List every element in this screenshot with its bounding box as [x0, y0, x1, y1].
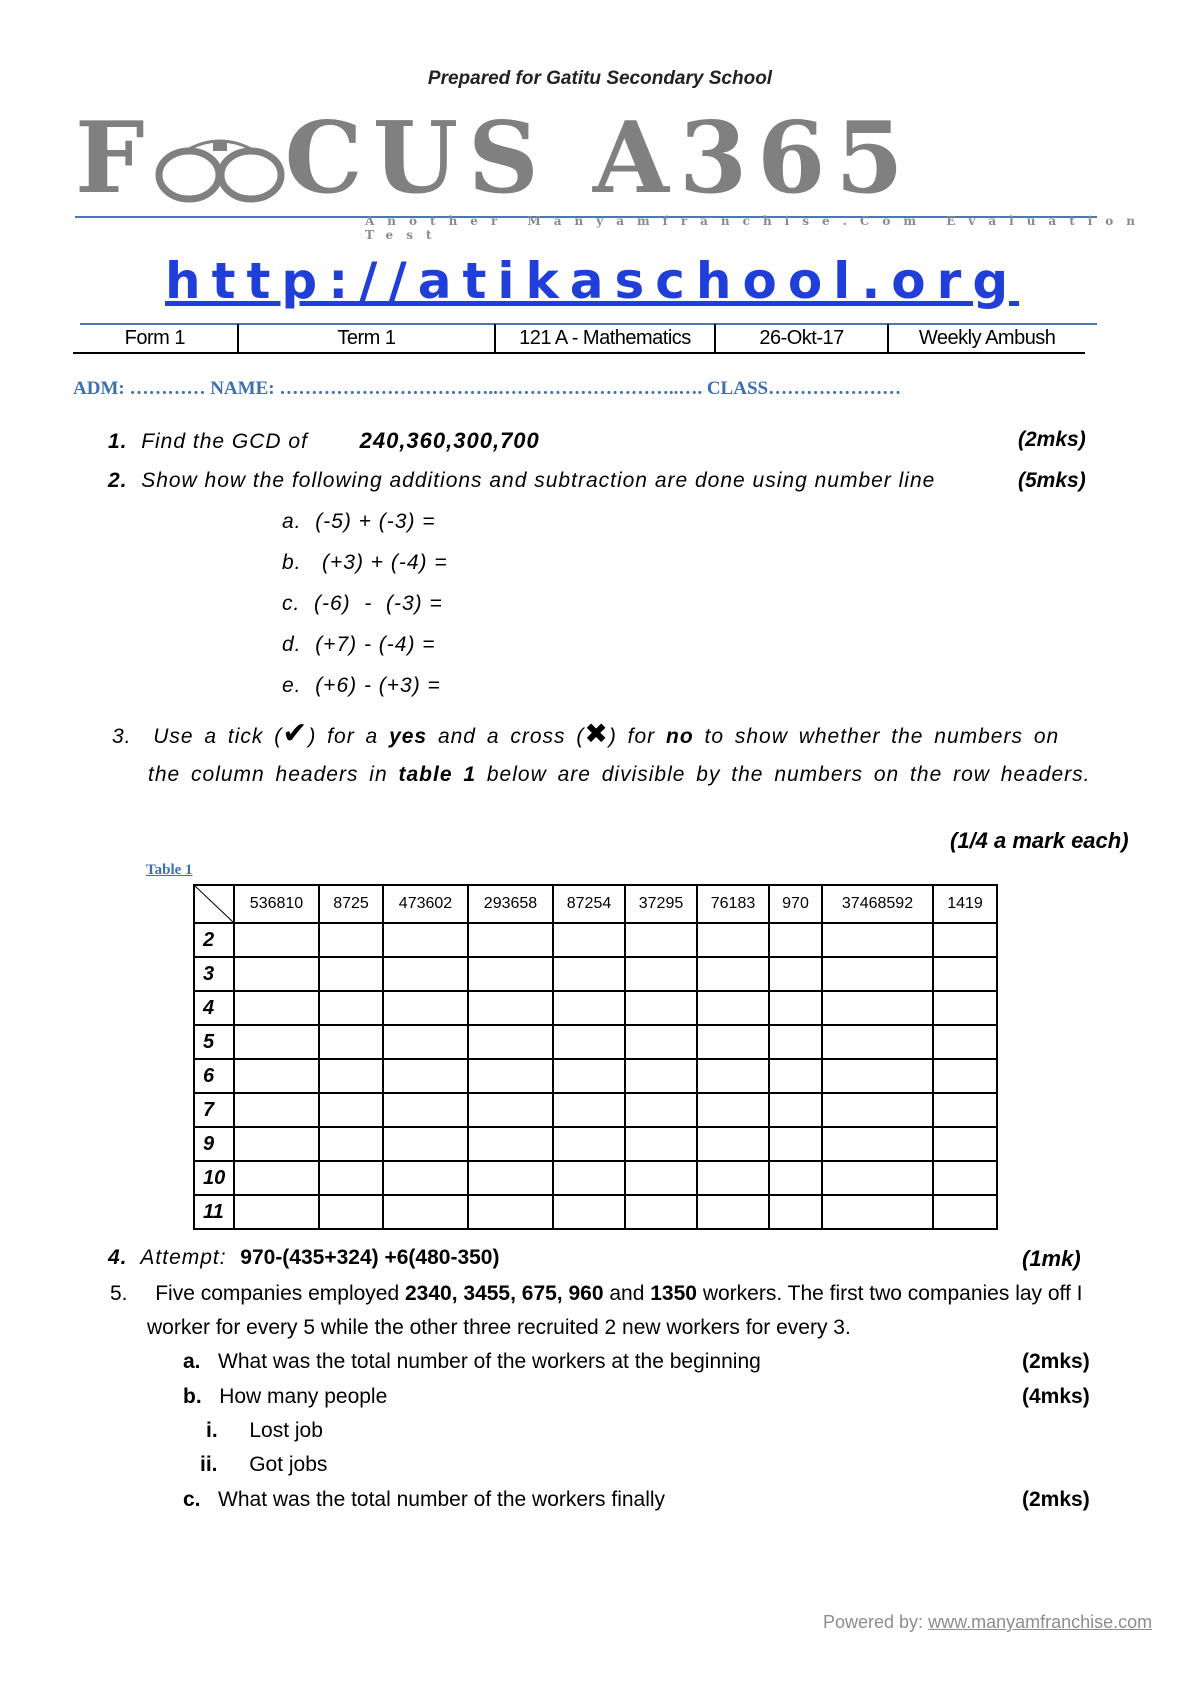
- question-text: to show whether the numbers on: [704, 725, 1060, 748]
- question-3-line-1: [112, 716, 1059, 751]
- row-header: 4: [194, 991, 234, 1025]
- answer-cell[interactable]: [933, 991, 997, 1025]
- answer-cell[interactable]: [822, 1093, 933, 1127]
- answer-cell[interactable]: [625, 991, 697, 1025]
- answer-cell[interactable]: [625, 923, 697, 957]
- question-1-marks: (2mks): [1018, 428, 1086, 451]
- question-number: 2.: [108, 469, 128, 492]
- answer-cell[interactable]: [383, 1195, 468, 1229]
- answer-cell[interactable]: [553, 957, 625, 991]
- tick-icon: ✔: [282, 717, 309, 750]
- q5-part-b-ii: [200, 1453, 327, 1477]
- answer-cell[interactable]: [625, 1195, 697, 1229]
- binoculars-icon: [155, 127, 285, 207]
- answer-cell[interactable]: [822, 957, 933, 991]
- meta-form: Form 1: [73, 324, 239, 352]
- cross-icon: ✖: [584, 718, 609, 749]
- question-text: ) for: [608, 725, 656, 748]
- answer-cell[interactable]: [468, 1059, 553, 1093]
- answer-cell[interactable]: [625, 1059, 697, 1093]
- table-row: [194, 923, 997, 957]
- answer-cell[interactable]: [769, 1161, 822, 1195]
- table-row: [194, 1059, 997, 1093]
- answer-cell[interactable]: [625, 1127, 697, 1161]
- answer-cell[interactable]: [822, 923, 933, 957]
- answer-cell[interactable]: [319, 991, 383, 1025]
- logo-right-text: CUS A365: [284, 101, 914, 216]
- answer-cell[interactable]: [933, 957, 997, 991]
- answer-cell[interactable]: [468, 1127, 553, 1161]
- answer-cell[interactable]: [697, 1093, 769, 1127]
- answer-cell[interactable]: [697, 1127, 769, 1161]
- q2-item-c: [282, 592, 443, 616]
- answer-cell[interactable]: [383, 1025, 468, 1059]
- q5-part-b-i: [206, 1419, 323, 1443]
- answer-cell[interactable]: [697, 1059, 769, 1093]
- answer-cell[interactable]: [319, 1093, 383, 1127]
- answer-cell[interactable]: [822, 1059, 933, 1093]
- item-label: a.: [282, 510, 302, 533]
- logo-left-text: F: [75, 101, 155, 216]
- row-header: 7: [194, 1093, 234, 1127]
- answer-cell[interactable]: [383, 991, 468, 1025]
- answer-cell[interactable]: [383, 1093, 468, 1127]
- q5-part-b-marks: (4mks): [1022, 1385, 1090, 1408]
- answer-cell[interactable]: [319, 1059, 383, 1093]
- answer-cell[interactable]: [383, 923, 468, 957]
- question-text: Five companies employed: [155, 1282, 400, 1305]
- question-2-marks: (5mks): [1018, 469, 1086, 492]
- answer-cell[interactable]: [769, 957, 822, 991]
- table-row: [194, 1025, 997, 1059]
- answer-cell[interactable]: [234, 1059, 319, 1093]
- answer-cell[interactable]: [697, 1161, 769, 1195]
- question-number: 5.: [110, 1282, 128, 1305]
- answer-cell[interactable]: [769, 1195, 822, 1229]
- row-header: 5: [194, 1025, 234, 1059]
- q5-part-b: [183, 1385, 387, 1409]
- item-label: b.: [282, 551, 302, 574]
- answer-cell[interactable]: [319, 1127, 383, 1161]
- row-header: 3: [194, 957, 234, 991]
- answer-cell[interactable]: [468, 1161, 553, 1195]
- question-5-line-1: [110, 1282, 1083, 1306]
- corner-cell: [194, 885, 234, 923]
- question-3-line-2: [148, 763, 1090, 787]
- answer-cell[interactable]: [468, 1195, 553, 1229]
- question-text: the column headers in: [148, 763, 388, 786]
- row-header: 6: [194, 1059, 234, 1093]
- answer-cell[interactable]: [769, 923, 822, 957]
- answer-cell[interactable]: [697, 991, 769, 1025]
- column-header: 970: [769, 885, 822, 923]
- divisibility-table: [193, 884, 998, 1230]
- table-row: [194, 1195, 997, 1229]
- answer-cell[interactable]: [822, 1127, 933, 1161]
- answer-cell[interactable]: [933, 1161, 997, 1195]
- item-expression: (-5) + (-3) =: [315, 510, 436, 533]
- answer-cell[interactable]: [822, 1025, 933, 1059]
- item-label: d.: [282, 633, 302, 656]
- student-details-line: ADM: ………… NAME: ……………………………..………………………..…. CLASS…………………: [73, 378, 902, 399]
- q2-item-d: [282, 633, 436, 657]
- part-label: b.: [183, 1385, 202, 1408]
- answer-cell[interactable]: [822, 1195, 933, 1229]
- table-caption: Table 1: [146, 862, 193, 878]
- part-text: What was the total number of the workers at the beginning: [218, 1350, 761, 1373]
- part-text: What was the total number of the workers finally: [218, 1488, 666, 1511]
- answer-cell[interactable]: [769, 1093, 822, 1127]
- answer-cell[interactable]: [625, 1093, 697, 1127]
- answer-cell[interactable]: [319, 957, 383, 991]
- question-text: Show how the following additions and subtraction are done using number line: [141, 469, 936, 492]
- no-word: no: [666, 725, 694, 748]
- meta-exam: Weekly Ambush: [918, 327, 1056, 349]
- q5-part-c: [183, 1488, 665, 1512]
- answer-cell[interactable]: [697, 1025, 769, 1059]
- column-header: 76183: [697, 885, 769, 923]
- gcd-values: 240,360,300,700: [359, 428, 540, 453]
- answer-cell[interactable]: [234, 1025, 319, 1059]
- expression: 970-(435+324) +6(480-350): [240, 1246, 500, 1269]
- q2-item-e: [282, 674, 441, 698]
- column-header: 1419: [933, 885, 997, 923]
- table-row: [194, 991, 997, 1025]
- answer-cell[interactable]: [769, 1127, 822, 1161]
- answer-cell[interactable]: [234, 1161, 319, 1195]
- answer-cell[interactable]: [234, 991, 319, 1025]
- site-link[interactable]: http://atikaschool.org: [165, 252, 1020, 310]
- question-5-line-2: worker for every 5 while the other three recruited 2 new workers for every 3.: [147, 1316, 851, 1339]
- column-header: 37468592: [822, 885, 933, 923]
- question-text: ) for a: [308, 725, 379, 748]
- item-expression: (+3) + (-4) =: [322, 551, 448, 574]
- part-label: c.: [183, 1488, 201, 1511]
- answer-cell[interactable]: [553, 1127, 625, 1161]
- answer-cell[interactable]: [933, 923, 997, 957]
- item-expression: (+7) - (-4) =: [315, 633, 436, 656]
- row-header: 2: [194, 923, 234, 957]
- table-row: [194, 1161, 997, 1195]
- answer-cell[interactable]: [697, 1195, 769, 1229]
- answer-cell[interactable]: [769, 1025, 822, 1059]
- meta-date: 26-Okt-17: [716, 324, 890, 352]
- question-4-marks: (1mk): [1022, 1246, 1081, 1271]
- answer-cell[interactable]: [933, 1025, 997, 1059]
- question-4: [108, 1246, 499, 1270]
- question-text: workers. The first two companies lay off I: [702, 1282, 1083, 1305]
- question-text: Use a tick (: [153, 725, 283, 748]
- answer-cell[interactable]: [933, 1127, 997, 1161]
- item-label: c.: [282, 592, 301, 615]
- answer-cell[interactable]: [933, 1195, 997, 1229]
- footer-link[interactable]: www.manyamfranchise.com: [928, 1612, 1153, 1632]
- answer-cell[interactable]: [234, 1127, 319, 1161]
- answer-cell[interactable]: [625, 957, 697, 991]
- yes-word: yes: [389, 725, 428, 748]
- question-text: and: [609, 1282, 645, 1305]
- part-label: a.: [183, 1350, 201, 1373]
- answer-cell[interactable]: [319, 923, 383, 957]
- item-expression: (-6) - (-3) =: [314, 592, 443, 615]
- answer-cell[interactable]: [553, 1059, 625, 1093]
- question-1: [108, 428, 540, 454]
- meta-subject: 121 A - Mathematics: [496, 324, 716, 352]
- prepared-for-text: Prepared for Gatitu Secondary School: [427, 68, 773, 89]
- answer-cell[interactable]: [822, 1161, 933, 1195]
- answer-cell[interactable]: [319, 1195, 383, 1229]
- answer-cell[interactable]: [383, 1059, 468, 1093]
- answer-cell[interactable]: [625, 1025, 697, 1059]
- answer-cell[interactable]: [625, 1161, 697, 1195]
- part-text: How many people: [219, 1385, 388, 1408]
- question-text: and a cross (: [437, 725, 585, 748]
- answer-cell[interactable]: [933, 1093, 997, 1127]
- answer-cell[interactable]: [383, 1127, 468, 1161]
- meta-term: Term 1: [239, 324, 496, 352]
- answer-cell[interactable]: [553, 1093, 625, 1127]
- answer-cell[interactable]: [468, 1093, 553, 1127]
- answer-cell[interactable]: [697, 923, 769, 957]
- answer-cell[interactable]: [383, 1161, 468, 1195]
- answer-cell[interactable]: [383, 957, 468, 991]
- question-text: below are divisible by the numbers on the row headers.: [486, 763, 1091, 786]
- row-header: 11: [194, 1195, 234, 1229]
- question-3-marks: (1/4 a mark each): [950, 828, 1129, 853]
- column-header: 8725: [319, 885, 383, 923]
- answer-cell[interactable]: [933, 1059, 997, 1093]
- item-expression: (+6) - (+3) =: [315, 674, 441, 697]
- answer-cell[interactable]: [769, 1059, 822, 1093]
- employee-count-last: 1350: [650, 1282, 697, 1305]
- row-header: 10: [194, 1161, 234, 1195]
- question-text: Find the GCD of: [141, 430, 308, 453]
- answer-cell[interactable]: [769, 991, 822, 1025]
- question-number: 4.: [108, 1246, 128, 1269]
- answer-cell[interactable]: [234, 923, 319, 957]
- diagonal-line: [195, 886, 233, 922]
- answer-cell[interactable]: [319, 1025, 383, 1059]
- table-row: [194, 1127, 997, 1161]
- q2-item-a: [282, 510, 436, 534]
- q5-part-a-marks: (2mks): [1022, 1350, 1090, 1373]
- q5-part-c-marks: (2mks): [1022, 1488, 1090, 1511]
- focus-a365-logo: [75, 101, 914, 216]
- answer-cell[interactable]: [697, 957, 769, 991]
- footer: [823, 1612, 1152, 1633]
- row-header: 9: [194, 1127, 234, 1161]
- table-row: [194, 1093, 997, 1127]
- question-2: [108, 469, 935, 493]
- item-label: e.: [282, 674, 302, 697]
- table-row: [194, 957, 997, 991]
- question-number: 3.: [112, 725, 132, 748]
- column-header: 37295: [625, 885, 697, 923]
- question-number: 1.: [108, 430, 128, 453]
- answer-cell[interactable]: [822, 991, 933, 1025]
- exam-meta-row: [73, 324, 1085, 354]
- answer-cell[interactable]: [468, 923, 553, 957]
- answer-cell[interactable]: [468, 1025, 553, 1059]
- answer-cell[interactable]: [553, 991, 625, 1025]
- table-reference: table 1: [398, 763, 477, 786]
- column-header: 293658: [468, 885, 553, 923]
- column-header: 87254: [553, 885, 625, 923]
- footer-prefix: Powered by:: [823, 1612, 924, 1632]
- q2-item-b: [282, 551, 448, 575]
- column-header: 536810: [234, 885, 319, 923]
- q5-part-a: [183, 1350, 761, 1374]
- answer-cell[interactable]: [234, 957, 319, 991]
- answer-cell[interactable]: [468, 957, 553, 991]
- tagline: Another Manyamfranchise.Com Evaluation Test: [365, 214, 1149, 242]
- table-header-row: [194, 885, 997, 923]
- answer-cell[interactable]: [468, 991, 553, 1025]
- answer-cell[interactable]: [553, 1195, 625, 1229]
- question-label: Attempt:: [140, 1246, 227, 1269]
- answer-cell[interactable]: [553, 1025, 625, 1059]
- employee-counts: 2340, 3455, 675, 960: [405, 1282, 604, 1305]
- part-label: ii.: [200, 1453, 218, 1476]
- part-label: i.: [206, 1419, 218, 1442]
- answer-cell[interactable]: [553, 1161, 625, 1195]
- part-text: Lost job: [249, 1419, 323, 1442]
- answer-cell[interactable]: [553, 923, 625, 957]
- part-text: Got jobs: [249, 1453, 328, 1476]
- answer-cell[interactable]: [234, 1195, 319, 1229]
- column-header: 473602: [383, 885, 468, 923]
- answer-cell[interactable]: [234, 1093, 319, 1127]
- answer-cell[interactable]: [319, 1161, 383, 1195]
